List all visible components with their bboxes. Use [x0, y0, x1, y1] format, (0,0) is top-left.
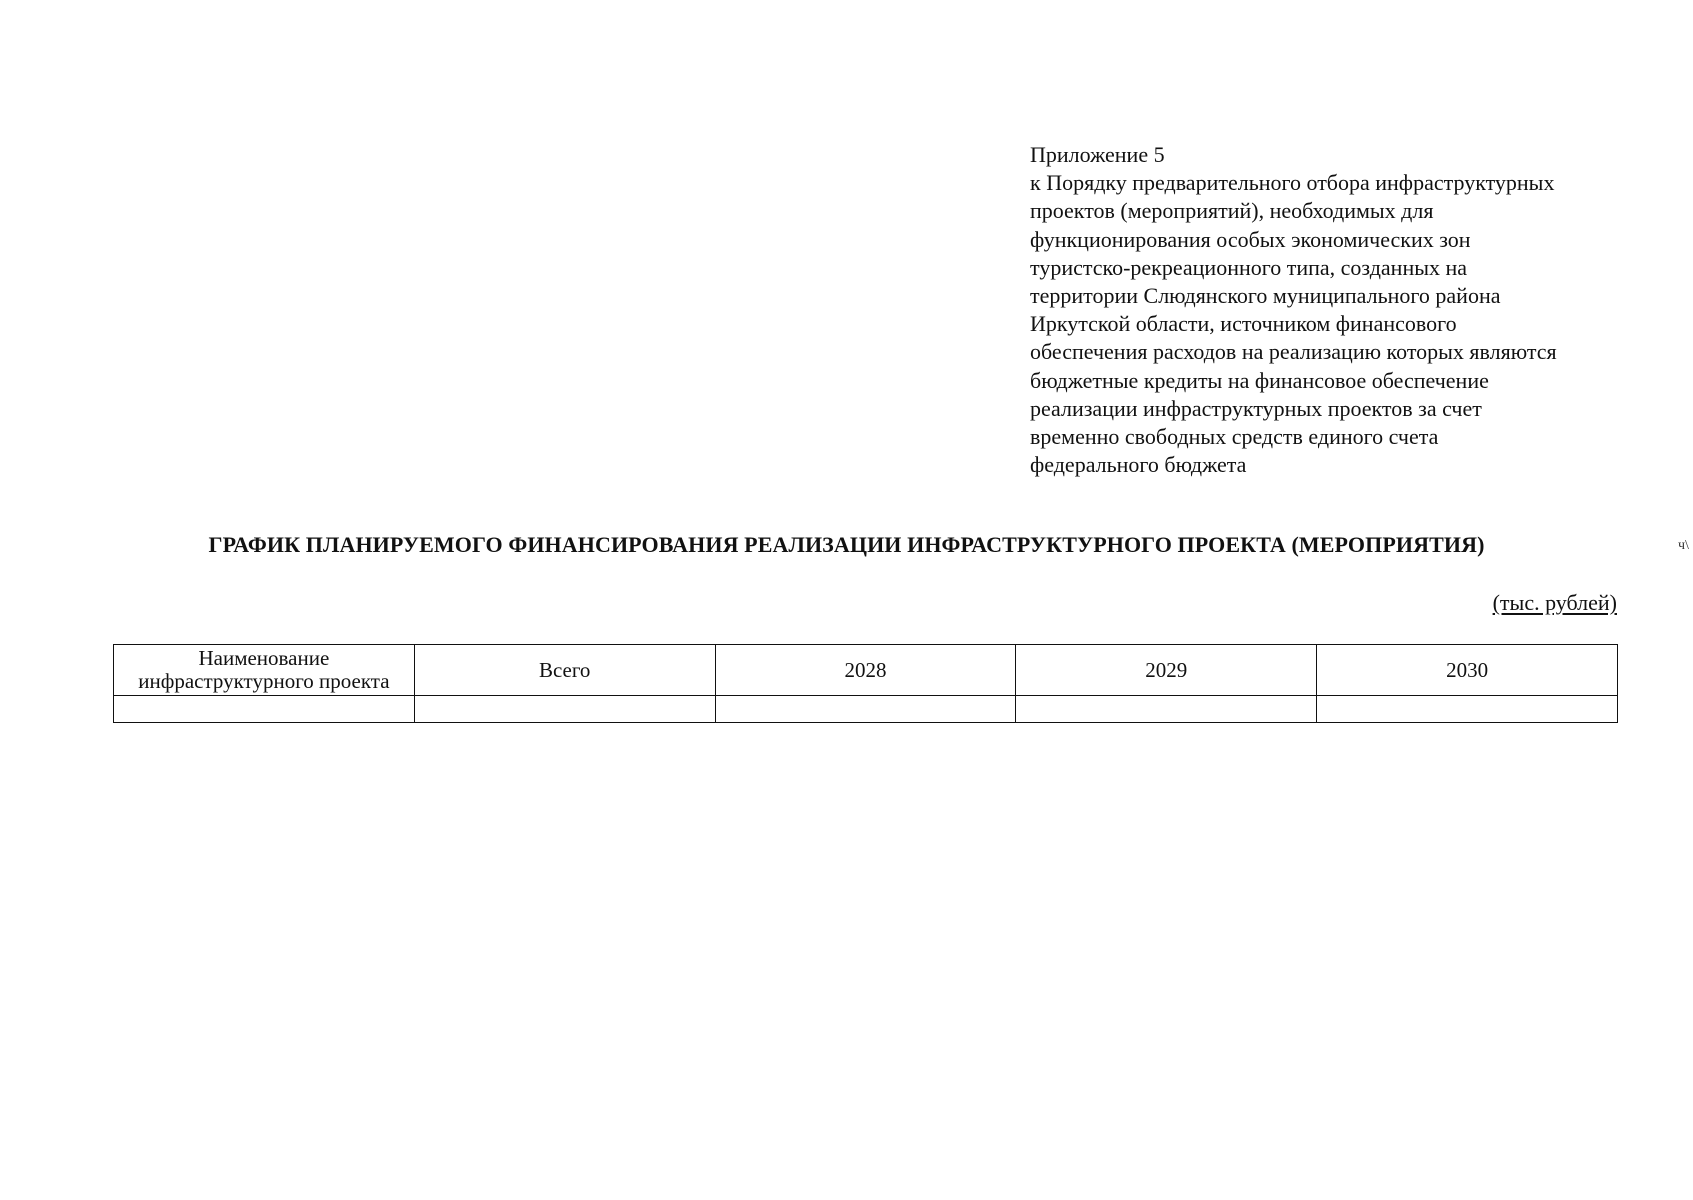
- table-cell: [1317, 696, 1618, 723]
- appendix-line: временно свободных средств единого счета: [1030, 424, 1439, 450]
- appendix-line: Приложение 5: [1030, 142, 1165, 167]
- appendix-line: обеспечения расходов на реализацию которых являются: [1030, 339, 1557, 365]
- column-header-project-name: Наименование инфраструктурного проекта: [114, 645, 415, 696]
- table-header-row: [114, 645, 1618, 696]
- appendix-line: реализации инфраструктурных проектов за счет: [1030, 395, 1482, 421]
- table-row: [114, 696, 1618, 723]
- column-header-2030: 2030: [1317, 645, 1618, 696]
- appendix-header: [1030, 141, 1650, 479]
- appendix-line: функционирования особых экономических зон: [1030, 226, 1471, 252]
- appendix-line: к Порядку предварительного отбора инфраструктурных: [1030, 170, 1555, 196]
- funding-schedule-table: [113, 644, 1618, 723]
- units-label: (тыс. рублей): [1492, 590, 1617, 615]
- appendix-line: проектов (мероприятий), необходимых для: [1030, 198, 1434, 224]
- column-header-2029: 2029: [1016, 645, 1317, 696]
- stray-mark: ч\: [1678, 538, 1689, 553]
- appendix-line: бюджетные кредиты на финансовое обеспечение: [1030, 367, 1489, 393]
- appendix-line: территории Слюдянского муниципального района: [1030, 283, 1501, 309]
- column-header-total: Всего: [414, 645, 715, 696]
- appendix-line: федерального бюджета: [1030, 452, 1247, 478]
- appendix-line: Иркутской области, источником финансового: [1030, 311, 1457, 337]
- document-title: ГРАФИК ПЛАНИРУЕМОГО ФИНАНСИРОВАНИЯ РЕАЛИЗАЦИИ ИНФРАСТРУКТУРНОГО ПРОЕКТА (МЕРОПРИЯТИЯ): [208, 532, 1485, 557]
- column-header-2028: 2028: [715, 645, 1016, 696]
- appendix-line: туристско-рекреационного типа, созданных на: [1030, 254, 1468, 280]
- table-cell: [1016, 696, 1317, 723]
- table-cell: [114, 696, 415, 723]
- table-cell: [414, 696, 715, 723]
- table-cell: [715, 696, 1016, 723]
